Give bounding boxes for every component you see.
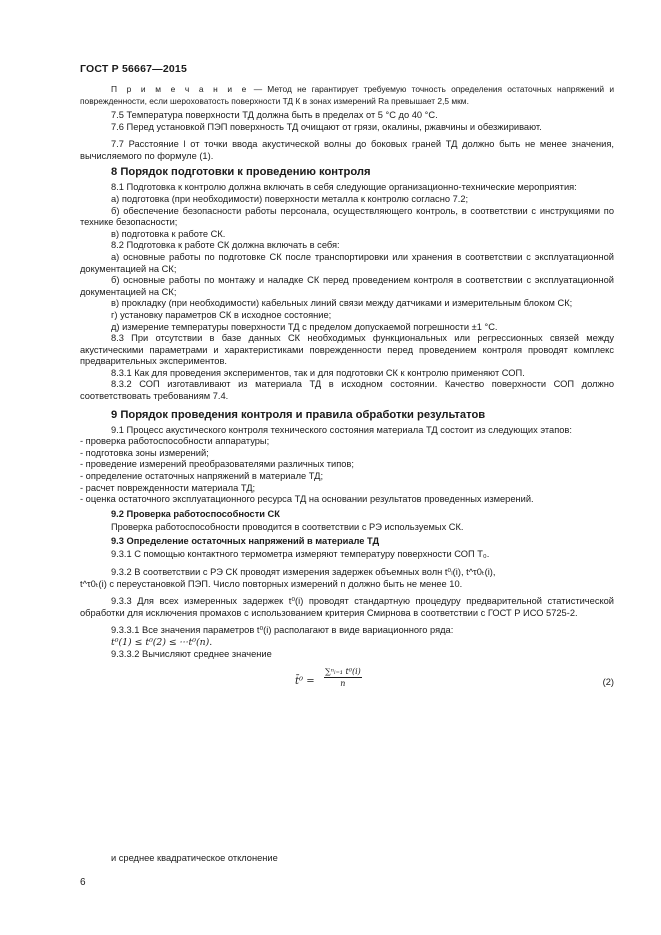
section-8-heading: 8 Порядок подготовки к проведению контроля xyxy=(111,166,371,179)
formula-fraction xyxy=(324,667,362,688)
formula-lhs: t̄⁰ = xyxy=(295,676,315,688)
formula-number: (2) xyxy=(602,677,614,688)
tail-text: и среднее квадратическое отклонение xyxy=(111,853,278,863)
list-item: - подготовка зоны измерений; xyxy=(80,447,209,458)
list-item: г) установку параметров СК в исходное состояние; xyxy=(111,309,332,320)
para-9-2: Проверка работоспособности проводится в соответствии с РЭ используемых СК. xyxy=(111,521,464,532)
list-item: б) основные работы по монтажу и наладке СК перед проведением контроля в соответствии с эксплуатационной документацией на СК; xyxy=(80,275,614,297)
para-8-1: 8.1 Подготовка к контролю должна включать в себя следующие организационно-технические мероприятия: xyxy=(111,182,577,193)
para-9-3-3: 9.3.3 Для всех измеренных задержек t⁰(i) проводят стандартную процедуру предварительной статистической обработки для исключения промахов с использованием критерия Смирнова в соответствии с ГОСТ Р ИСО 5725-2. xyxy=(80,596,614,618)
page-content xyxy=(80,84,614,700)
para-7-5: 7.5 Температура поверхности ТД должна быть в пределах от 5 °С до 40 °С. xyxy=(111,110,438,120)
section-9-heading: 9 Порядок проведения контроля и правила обработки результатов xyxy=(111,408,486,421)
list-item: - определение остаточных напряжений в материале ТД; xyxy=(80,471,324,482)
list-item: а) основные работы по подготовке СК после транспортировки или хранения в соответствии с эксплуатационной документацией на СК; xyxy=(80,251,614,274)
list-item: - оценка остаточного эксплуатационного ресурса ТД на основании результатов проведенных измерений. xyxy=(80,494,534,505)
list-item: в) прокладку (при необходимости) кабельных линий связи между датчиками и измерительным блоком СК; xyxy=(111,298,573,309)
para-9-1: 9.1 Процесс акустического контроля технического состояния материала ТД состоит из следующих этапов: xyxy=(111,424,572,435)
formula-numerator: ∑ⁿᵢ₌₁ t⁰(i) xyxy=(325,667,361,677)
variation-series: t⁰(1) ≤ t⁰(2) ≤ ···t⁰(n). xyxy=(111,636,213,648)
note-paragraph xyxy=(80,84,614,107)
para-8-3: 8.3 При отсутствии в базе данных СК необходимых функциональных или регрессионных связей между акустическими параметрами и характеристиками поврежденности перед проведением контроля проводят комплекс предварительных экспериментов. xyxy=(80,333,614,367)
subsection-9-2-heading: 9.2 Проверка работоспособности СК xyxy=(111,508,280,519)
list-item: б) обеспечение безопасности работы персонала, осуществляющего контроль, в соответствии с инструкциями по технике безопасности; xyxy=(80,205,614,228)
para-7-7: 7.7 Расстояние l от точки ввода акустической волны до боковых граней ТД должно быть не менее значения, вычисляемого по формуле (1). xyxy=(80,139,614,161)
note-label: П р и м е ч а н и е xyxy=(111,84,249,94)
para-9-3-3-2: 9.3.3.2 Вычисляют среднее значение xyxy=(111,648,272,659)
para-9-3-1: 9.3.1 С помощью контактного термометра измеряют температуру поверхности СОП T₀. xyxy=(111,549,490,560)
para-9-3-3-1: 9.3.3.1 Все значения параметров t⁰(i) располагают в виде вариационного ряда: xyxy=(111,625,454,636)
list-item: - проверка работоспособности аппаратуры; xyxy=(80,436,270,447)
formula-2 xyxy=(80,664,614,700)
subsection-9-3-heading: 9.3 Определение остаточных напряжений в материале ТД xyxy=(111,536,380,547)
para-9-3-2-line1: 9.3.2 В соответствии с РЭ СК проводят измерения задержек объемных волн t⁰ₗ(i), t^τ0ₜ(i), xyxy=(111,567,496,577)
list-item: а) подготовка (при необходимости) поверхности металла к контролю согласно 7.2; xyxy=(111,193,469,204)
formula-denominator: n xyxy=(340,679,346,689)
para-8-3-2: 8.3.2 СОП изготавливают из материала ТД в исходном состоянии. Качество поверхности СОП должно соответствовать требованиям 7.4. xyxy=(80,379,614,402)
para-8-2: 8.2 Подготовка к работе СК должна включать в себя: xyxy=(111,240,340,251)
para-9-3-2-line2: t^τ0ₜ(i) с переустановкой ПЭП. Число повторных измерений n должно быть не менее 10. xyxy=(80,578,463,589)
para-7-6: 7.6 Перед установкой ПЭП поверхность ТД очищают от грязи, окалины, ржавчины и обезжиривают. xyxy=(111,121,542,132)
list-item: - расчет поврежденности материала ТД; xyxy=(80,482,256,493)
list-item: д) измерение температуры поверхности ТД с пределом допускаемой погрешности ±1 °С. xyxy=(111,321,498,332)
page-header: ГОСТ Р 56667—2015 xyxy=(80,63,188,75)
list-item: в) подготовка к работе СК. xyxy=(111,228,226,239)
para-8-3-1: 8.3.1 Как для проведения экспериментов, так и для подготовки СК к контролю применяют СОП. xyxy=(111,367,525,378)
note-text: — Метод не гарантирует требуемую точность определения остаточных напряжений и поврежденности, если шероховатость поверхности ТД К в зонах измерений Ra превышает 2,5 мкм. xyxy=(80,84,614,106)
page-number: 6 xyxy=(80,877,86,888)
list-item: - проведение измерений преобразователями различных типов; xyxy=(80,459,354,470)
